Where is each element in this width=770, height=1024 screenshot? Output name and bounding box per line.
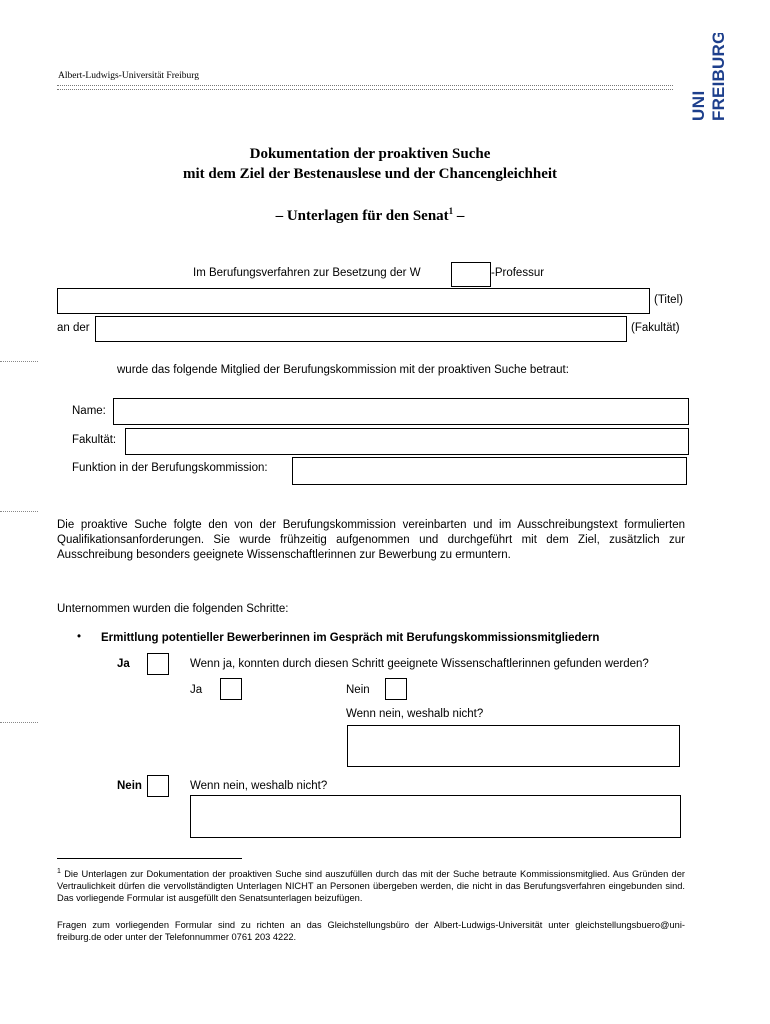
member-fakultaet-input[interactable] <box>125 428 689 455</box>
name-input[interactable] <box>113 398 689 425</box>
uni-freiburg-logo <box>686 33 730 123</box>
nein-question: Wenn nein, weshalb nicht? <box>190 780 328 792</box>
funktion-label: Funktion in der Berufungskommission: <box>72 462 268 474</box>
nein-checkbox[interactable] <box>147 775 169 797</box>
subtitle-text: – Unterlagen für den Senat <box>275 208 449 224</box>
funktion-input[interactable] <box>292 457 687 485</box>
nein-label: Nein <box>117 780 142 792</box>
fakultaet-input[interactable] <box>95 316 627 342</box>
margin-mark <box>0 722 38 723</box>
logo-text-uni: UNI <box>689 90 708 121</box>
contact-info: Fragen zum vorliegenden Formular sind zu richten an das Gleichstellungsbüro der Albert-Ludwigs-Universität unter gleichstellungsbuero@uni-freiburg.de oder unter der Telefonnummer 0761 203 4222. <box>57 920 685 942</box>
margin-mark <box>0 511 38 512</box>
sub-nein-question: Wenn nein, weshalb nicht? <box>346 708 484 720</box>
university-name: Albert-Ludwigs-Universität Freiburg <box>58 71 199 81</box>
w-grade-input[interactable] <box>451 262 491 287</box>
footnote-number: 1 <box>57 868 61 875</box>
sub-nein-answer-input[interactable] <box>347 725 680 767</box>
subtitle-dash: – <box>453 208 465 224</box>
intro-suffix: -Professur <box>491 267 545 279</box>
header-rule <box>57 85 673 90</box>
bullet: • <box>77 631 82 643</box>
nein-answer-input[interactable] <box>190 795 681 838</box>
ja-checkbox[interactable] <box>147 653 169 675</box>
body-paragraph: Die proaktive Suche folgte den von der Berufungskommission vereinbarten und im Ausschreibungstext formulierten Qualifikationsanforderungen. Sie wurde frühzeitig aufgenommen und durchgeführt mit dem Ziel, zusätzlich zur Ausschreibung besonders geeignete Wissenschaftlerinnen zur Bewerbung zu ermuntern. <box>57 519 685 561</box>
ja-question: Wenn ja, konnten durch diesen Schritt geeignete Wissenschaftlerinnen gefunden werden? <box>190 658 649 670</box>
ja-label: Ja <box>117 658 130 670</box>
name-label: Name: <box>72 405 106 417</box>
sub-ja-label: Ja <box>190 684 203 696</box>
logo-graphic <box>686 33 730 123</box>
footnote <box>57 866 685 904</box>
titel-input[interactable] <box>57 288 650 314</box>
footnote-text: Die Unterlagen zur Dokumentation der proaktiven Suche sind auszufüllen durch das mit der Suche betraute Kommissionsmitglied. Aus Gründen der Vertraulichkeit dürfen die vervollständigten Unterlagen NICHT an Personen übergeben werden, die nicht in das Berufungsverfahren eingebunden sind. Das vorliegende Formular ist ausgefüllt den Senatsunterlagen beizufügen. <box>57 869 685 904</box>
title-line-1: Dokumentation der proaktiven Suche <box>249 146 491 162</box>
an-der-label: an der <box>57 322 90 334</box>
intro-prefix: Im Berufungsverfahren zur Besetzung der W <box>193 267 421 279</box>
sub-nein-checkbox[interactable] <box>385 678 407 700</box>
subtitle-footnote-ref[interactable]: 1 <box>448 206 454 216</box>
steps-intro: Unternommen wurden die folgenden Schritte: <box>57 603 289 615</box>
title-line-2: mit dem Ziel der Bestenauslese und der Chancengleichheit <box>182 166 558 182</box>
footnote-rule <box>57 858 242 859</box>
fakultaet-label: (Fakultät) <box>631 322 680 334</box>
member-fakultaet-label: Fakultät: <box>72 434 117 446</box>
logo-text-freiburg: FREIBURG <box>709 33 728 121</box>
member-intro: wurde das folgende Mitglied der Berufungskommission mit der proaktiven Suche betraut: <box>117 364 569 376</box>
margin-mark <box>0 361 38 362</box>
sub-ja-checkbox[interactable] <box>220 678 242 700</box>
subtitle <box>0 206 740 225</box>
titel-label: (Titel) <box>654 294 683 306</box>
sub-nein-label: Nein <box>346 684 370 696</box>
step-1-heading: Ermittlung potentieller Bewerberinnen im Gespräch mit Berufungskommissionsmitgliedern <box>101 632 600 644</box>
